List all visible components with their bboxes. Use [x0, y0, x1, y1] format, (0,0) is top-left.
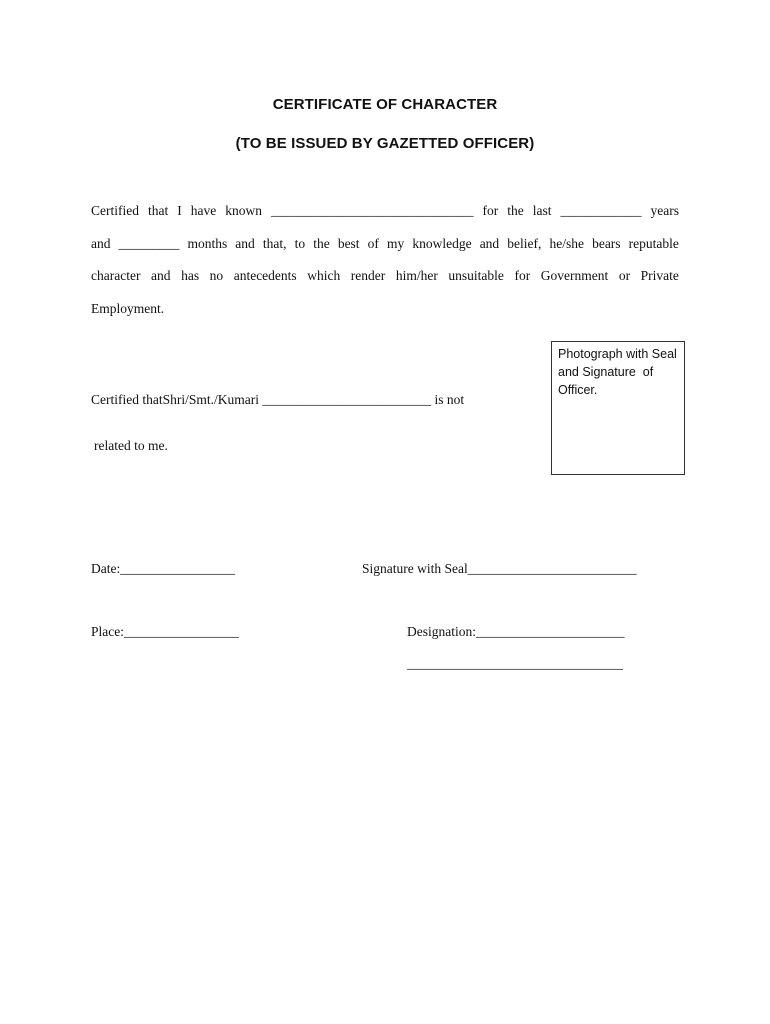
word: have: [190, 203, 217, 218]
relation-statement-end: related to me.: [94, 438, 168, 453]
word: has: [181, 268, 200, 283]
word: for: [482, 203, 499, 218]
word: the: [313, 236, 330, 251]
word: and: [235, 236, 255, 251]
word: years: [650, 203, 679, 218]
designation-field: Designation:______________________: [407, 624, 625, 639]
word: unsuitable: [448, 268, 504, 283]
word: Certified: [91, 203, 139, 218]
word: of: [367, 236, 379, 251]
word: my: [387, 236, 405, 251]
word: known: [225, 203, 262, 218]
photo-box-line-3: Officer.: [558, 383, 598, 397]
word: and: [151, 268, 171, 283]
relation-statement: Certified thatShri/Smt./Kumari _________________________ is not: [91, 392, 465, 407]
word: bears: [592, 236, 621, 251]
word: Private: [640, 268, 679, 283]
word: that: [147, 203, 169, 218]
word: to: [294, 236, 306, 251]
word: no: [209, 268, 224, 283]
paragraph-line-2: [91, 236, 679, 252]
word: him/her: [395, 268, 438, 283]
certificate-title: CERTIFICATE OF CHARACTER: [272, 96, 498, 113]
word: render: [350, 268, 386, 283]
word: character: [91, 268, 141, 283]
years-blank: ____________: [560, 203, 642, 218]
word: last: [532, 203, 552, 218]
word: antecedents: [233, 268, 297, 283]
word: he/she: [549, 236, 584, 251]
photograph-box: [551, 341, 685, 475]
place-field: Place:_________________: [91, 624, 239, 639]
word: knowledge: [412, 236, 472, 251]
word: months: [187, 236, 228, 251]
certificate-subtitle: (TO BE ISSUED BY GAZETTED OFFICER): [235, 135, 535, 152]
word: and: [479, 236, 500, 251]
word: reputable: [628, 236, 679, 251]
word: belief,: [507, 236, 542, 251]
designation-extra-line: ________________________________: [407, 656, 623, 671]
signature-field: Signature with Seal_________________________: [362, 561, 637, 576]
word: the: [507, 203, 524, 218]
months-blank: _________: [118, 236, 180, 251]
word: for: [514, 268, 531, 283]
word: I: [177, 203, 182, 218]
known-person-blank: ______________________________: [270, 203, 474, 218]
word: which: [307, 268, 341, 283]
paragraph-line-4: Employment.: [91, 301, 165, 316]
paragraph-line-3: [91, 268, 679, 284]
photo-box-line-2: and Signature of: [558, 365, 654, 379]
word: or: [618, 268, 631, 283]
date-field: Date:_________________: [91, 561, 235, 576]
word: and: [91, 236, 111, 251]
word: that,: [262, 236, 287, 251]
paragraph-line-1: [91, 203, 679, 219]
photo-box-line-1: Photograph with Seal: [558, 347, 677, 361]
word: Government: [540, 268, 609, 283]
word: best: [337, 236, 360, 251]
